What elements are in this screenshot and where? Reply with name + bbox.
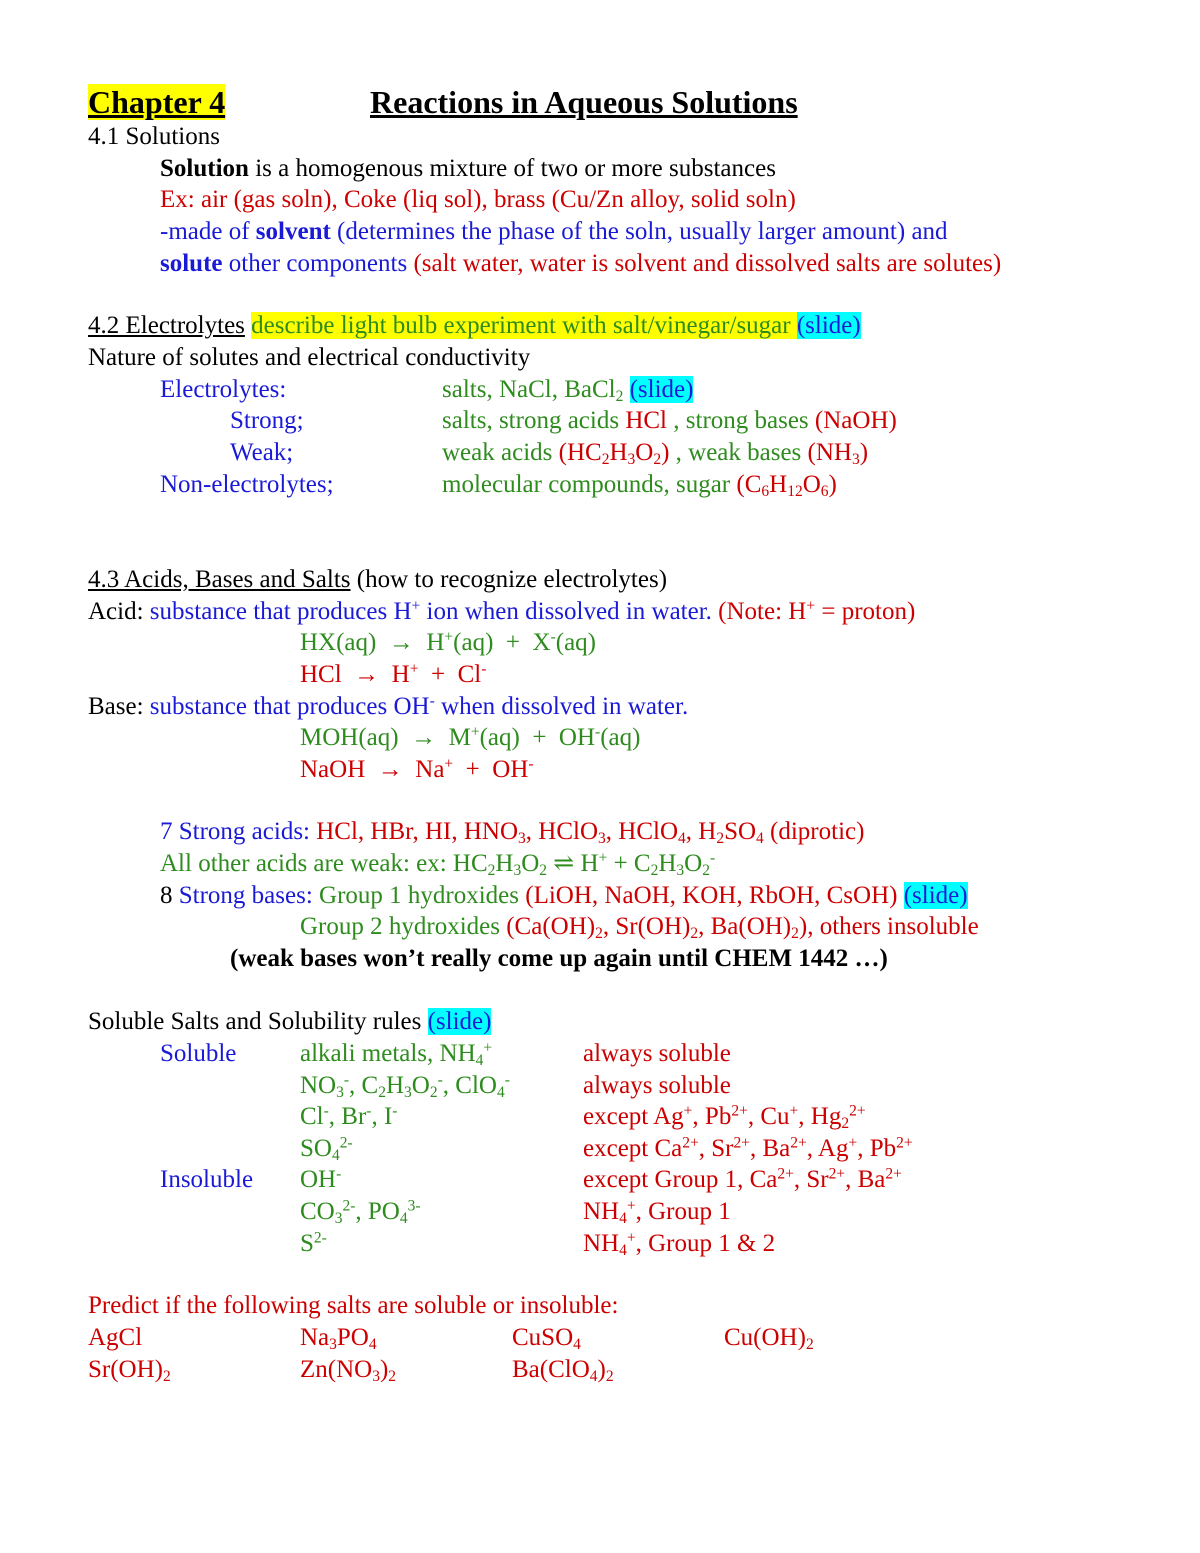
rule-ion-halide: Cl-, Br-, I- (300, 1102, 398, 1130)
proton-note-part: (Note: H (711, 598, 807, 625)
slide-tag: (slide) (796, 312, 861, 339)
rule-result-hydroxide: except Group 1, $Ca^{2+}$, $Sr^{2+}$, $Ba^{2+}$ (583, 1165, 902, 1193)
chapter-number (88, 84, 225, 120)
acid-definition-text: substance that produces H+ ion when dissolved in water. (149, 597, 712, 625)
strong-acids-list: HCl, HBr, HI, $HNO_3$, HClO$_3$, HClO$_4$, $H_2SO_4$ (diprotic) (316, 818, 865, 847)
salt-cuso4: CuSO$_4$ (512, 1324, 581, 1353)
group1-list: (LiOH, NaOH, KOH, RbOH, CsOH) (525, 882, 898, 909)
group2-list: ($Ca(OH)_2$, $Sr(OH)_2$, $Ba(OH)_2$), others insoluble (506, 913, 979, 942)
non-electrolytes-label: Non-electrolytes; (160, 471, 334, 498)
salt-na3po4: $Na_3PO_4$ (300, 1324, 377, 1353)
salt-zn-no3-2: $Zn(NO_3)_2$ (300, 1356, 397, 1385)
solute-description: other components (222, 250, 414, 277)
base-definition (88, 692, 688, 722)
rule-ion-nitrate: $NO_3^-$, $C_2H_3O_2^-$, ClO$_4$- (300, 1071, 510, 1101)
strong-bases-label: Strong bases: (178, 882, 320, 909)
section-4-1-heading: 4.1 Solutions (88, 123, 220, 150)
weak-acids-text: weak acids (442, 439, 559, 466)
rule-ion-sulfate: $SO_4^{2-}$ (300, 1134, 353, 1164)
strong-bases-line (160, 881, 968, 911)
solution-definition-text: is a homogenous mixture of two or more substances (248, 155, 776, 182)
section-4-3-heading: 4.3 Acids, Bases and Salts (88, 566, 351, 593)
hcl-equation: HCl → H+ + Cl- (300, 660, 487, 688)
strong-bases-text: , strong bases (667, 407, 815, 434)
electrolytes-example-text: salts, NaCl, BaCl (442, 376, 616, 403)
insoluble-label: Insoluble (160, 1166, 254, 1193)
base-definition-text: substance that produces OH- when dissolved in water. (149, 692, 689, 720)
weak-examples (442, 438, 868, 468)
acid-label: Acid: (88, 598, 150, 625)
non-electrolytes-examples (442, 470, 837, 500)
salt-ba-clo4-2: $Ba(ClO_4)_2$ (512, 1356, 614, 1385)
group2-label: Group 2 hydroxides (300, 913, 507, 940)
solubility-heading-line (88, 1007, 491, 1037)
alkali-text: alkali metals, NH (300, 1040, 476, 1067)
predict-prompt: Predict if the following salts are soluble or insoluble: (88, 1292, 619, 1319)
proton-note-part2: = proton) (815, 598, 916, 625)
ammonia-formula: $(NH_3)$ (807, 439, 869, 468)
group1-label: Group 1 hydroxides (319, 882, 526, 909)
slide-tag: (slide) (629, 376, 694, 403)
chapter-title: Reactions in Aqueous Solutions (370, 84, 798, 120)
sugar-formula: $(C_6H_{12}O_6)$ (736, 471, 837, 500)
rule-result-carbonate: $NH_4^+$, Group 1 (583, 1197, 731, 1227)
rule-ion-alkali: alkali metals, $NH_4^+$ (300, 1039, 493, 1069)
solution-term: Solution (160, 155, 249, 182)
section-4-3-note: (how to recognize electrolytes) (350, 566, 668, 593)
weak-acids-text: All other acids are weak: ex: HC (160, 850, 488, 877)
chapter-label: Chapter 4 (88, 84, 226, 120)
solubility-heading: Soluble Salts and Solubility rules (88, 1008, 428, 1035)
strong-example-text: salts, strong acids (442, 407, 626, 434)
acid-def-part: substance that produces H (149, 598, 412, 625)
rule-ion-hydroxide: OH- (300, 1165, 342, 1193)
strong-acids-label: 7 Strong acids: (160, 818, 317, 845)
light-bulb-note: describe light bulb experiment with salt/vinegar/sugar (251, 312, 797, 339)
electrolytes-label: Electrolytes: (160, 376, 287, 403)
section-4-3-heading-line (88, 565, 667, 595)
solution-examples: Ex: air (gas soln), Coke (liq sol), brass (Cu/Zn alloy, solid soln) (160, 186, 796, 213)
except-text: except (583, 1166, 655, 1193)
rule-result-sulfate: except $Ca^{2+}$, $Sr^{2+}$, $Ba^{2+}$, Ag+, $Pb^{2+}$ (583, 1134, 913, 1162)
group2-tail: , others insoluble (807, 913, 979, 940)
base-def-part2: when dissolved in water. (434, 693, 689, 720)
acid-def-part2: ion when dissolved in water. (420, 598, 712, 625)
solvent-line (160, 217, 948, 247)
section-4-2-heading: 4.2 Electrolytes (88, 312, 245, 339)
strong-acid-hcl: HCl (625, 407, 668, 434)
naoh-equation: NaOH → Na+ + OH- (300, 755, 534, 783)
solution-definition (160, 154, 776, 184)
slide-tag: (slide) (427, 1008, 492, 1035)
section-4-2-heading-line (88, 311, 861, 341)
rule-result-nitrate: always soluble (583, 1072, 731, 1099)
solute-line (160, 249, 1001, 279)
rule-result-sulfide: $NH_4^+$, Group 1 & 2 (583, 1229, 776, 1259)
nature-of-solutes: Nature of solutes and electrical conductivity (88, 344, 531, 371)
diprotic-note: (diprotic) (763, 818, 865, 845)
proton-note: (Note: H+ = proton) (711, 597, 916, 625)
base-general-equation: MOH(aq) → M+(aq) + OH-(aq) (300, 723, 641, 751)
group2-line (300, 912, 979, 942)
solvent-term: solvent (255, 218, 331, 245)
acid-definition (88, 597, 915, 627)
slide-tag: (slide) (903, 882, 968, 909)
strong-acids-text: HCl, HBr, HI, HNO (316, 818, 519, 845)
solute-term: solute (160, 250, 223, 277)
rule-ion-carbonate: $CO_3^{2-}$, $PO_4^{3-}$ (300, 1197, 421, 1227)
molecular-compounds-text: molecular compounds, sugar (442, 471, 737, 498)
acid-general-equation: HX(aq) → H+(aq) + X-(aq) (300, 628, 596, 656)
weak-bases-note: (weak bases won’t really come up again until CHEM 1442 …) (230, 945, 888, 972)
cuoh-text: Cu(OH) (724, 1324, 806, 1351)
rule-ion-sulfide: $S^{2-}$ (300, 1229, 327, 1257)
salt-agcl: AgCl (88, 1324, 143, 1351)
strong-base-naoh: (NaOH) (814, 407, 897, 434)
soluble-label: Soluble (160, 1040, 237, 1067)
made-of-text: -made of (160, 218, 256, 245)
weak-acids-line: All other acids are weak: ex: $HC_2H_3O_2$ ⇌ $H^+ + C_2H_3O_2^-$ (160, 849, 716, 879)
weak-bases-text: , weak bases (669, 439, 808, 466)
electrolytes-examples: salts, NaCl, BaCl$_2$ (slide) (442, 376, 694, 405)
except-text: except (583, 1103, 654, 1130)
strong-acids-line (160, 817, 864, 847)
salt-sroh2: $Sr(OH)_2$ (88, 1356, 171, 1385)
solute-example: (salt water, water is solvent and dissolved salts are solutes) (413, 250, 1002, 277)
salt-cuoh2: $Cu(OH)_2$ (724, 1324, 814, 1353)
and-text: and (905, 218, 948, 245)
strong-examples (442, 406, 897, 436)
except-text: except (583, 1135, 655, 1162)
strong-label: Strong; (230, 407, 304, 434)
rule-result-alkali: always soluble (583, 1040, 731, 1067)
weak-label: Weak; (230, 439, 294, 466)
strong-bases-count: 8 (160, 882, 179, 909)
rule-result-halide: except Ag+, $Pb^{2+}$, Cu+, $Hg_2^{2+}$ (583, 1102, 866, 1132)
base-label: Base: (88, 693, 150, 720)
base-def-part: substance that produces OH (149, 693, 430, 720)
solvent-description: (determines the phase of the soln, usually larger amount) (330, 218, 906, 245)
acetic-acid-formula: $(HC_2H_3O_2)$ (558, 439, 670, 468)
